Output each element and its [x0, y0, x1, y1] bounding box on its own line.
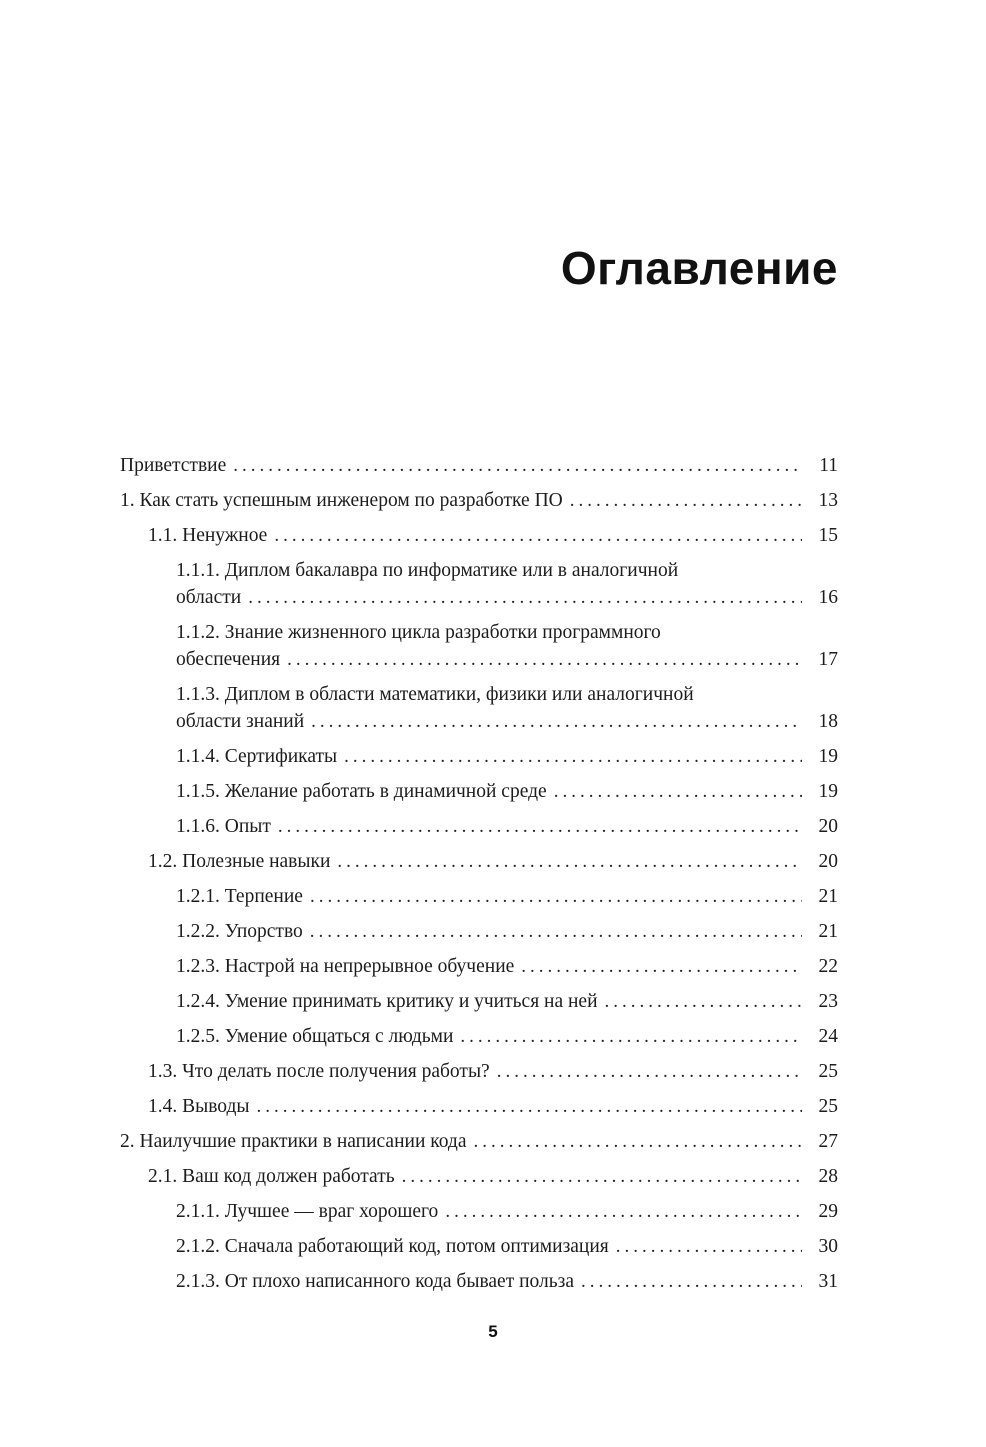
toc-entry-text: 1.2.4. Умение принимать критику и учиться на ней [176, 990, 598, 1012]
dot-leader [310, 918, 802, 945]
toc-entry-page: 27 [818, 1130, 838, 1152]
dot-leader [311, 708, 802, 735]
toc-entry [120, 452, 838, 479]
toc-entry [120, 1233, 838, 1260]
dot-leader [310, 883, 802, 910]
toc-entry-text: 1.1.5. Желание работать в динамичной среде [176, 780, 547, 802]
toc-entry [120, 848, 838, 875]
toc-entry [120, 1023, 838, 1050]
toc-entry-text: 1.1.1. Диплом бакалавра по информатике или в аналогичной [176, 559, 679, 581]
dot-leader [257, 1093, 802, 1120]
toc-entry-line [176, 918, 838, 945]
dot-leader [287, 646, 802, 673]
toc-entry-page: 24 [818, 1025, 838, 1047]
dot-leader [402, 1163, 802, 1190]
toc-entry-line [176, 619, 838, 646]
page-title: Оглавление [560, 242, 838, 294]
dot-leader [233, 452, 802, 479]
toc-entry-text: области [176, 586, 242, 608]
toc-entry [120, 883, 838, 910]
toc-entry-text: 1.1.6. Опыт [176, 815, 271, 837]
page-number: 5 [488, 1322, 498, 1341]
toc-entry-page: 25 [818, 1095, 838, 1117]
toc-entry-page: 28 [818, 1165, 838, 1187]
toc-entry-text: области знаний [176, 710, 305, 732]
dot-leader [616, 1233, 802, 1260]
toc-entry-page: 13 [818, 489, 838, 511]
toc-entry-page: 25 [818, 1060, 838, 1082]
toc-entry-line [176, 1198, 838, 1225]
toc-entry-text: 2.1. Ваш код должен работать [148, 1165, 395, 1187]
dot-leader [460, 1023, 802, 1050]
toc-entry-text: 1. Как стать успешным инженером по разработке ПО [120, 489, 563, 511]
toc-entry-page: 19 [818, 745, 838, 767]
toc-entry-text: 1.2.2. Упорство [176, 920, 303, 942]
toc-entry [120, 1093, 838, 1120]
toc-entry-page: 16 [818, 586, 838, 608]
dot-leader [278, 813, 802, 840]
dot-leader [554, 778, 802, 805]
toc-entry-line [176, 813, 838, 840]
dot-leader [344, 743, 802, 770]
toc-entry-text: 1.2.5. Умение общаться с людьми [176, 1025, 454, 1047]
toc-entry-text: 1.2.3. Настрой на непрерывное обучение [176, 955, 515, 977]
toc-entry-text: 1.1.4. Сертификаты [176, 745, 338, 767]
toc-entry-page: 23 [818, 990, 838, 1012]
toc-entry-text: 1.2. Полезные навыки [148, 850, 331, 872]
toc-entry-text: Приветствие [120, 454, 227, 476]
dot-leader [274, 522, 802, 549]
toc-entry-line [176, 988, 838, 1015]
toc-entry-line [148, 522, 838, 549]
toc-entry [120, 953, 838, 980]
toc-entry-page: 19 [818, 780, 838, 802]
toc-entry-line [176, 708, 838, 735]
toc-entry-line [120, 452, 838, 479]
toc-entry [120, 487, 838, 514]
dot-leader [521, 953, 802, 980]
toc-entry-text: 1.2.1. Терпение [176, 885, 303, 907]
toc-entry-line [176, 953, 838, 980]
toc-entry-line [176, 584, 838, 611]
toc-entry-page: 15 [818, 524, 838, 546]
toc-entry [120, 778, 838, 805]
toc-entry [120, 619, 838, 673]
toc-entry [120, 522, 838, 549]
toc-entry-line [176, 681, 838, 708]
dot-leader [445, 1198, 802, 1225]
toc-entry-line [120, 1128, 838, 1155]
toc-entry-text: 1.1. Ненужное [148, 524, 268, 546]
toc-entry [120, 1163, 838, 1190]
dot-leader [474, 1128, 802, 1155]
toc-entry-text: 1.1.3. Диплом в области математики, физики или аналогичной [176, 683, 694, 705]
toc-entry-line [176, 743, 838, 770]
toc-entry-page: 21 [818, 920, 838, 942]
toc-entry-page: 29 [818, 1200, 838, 1222]
dot-leader [248, 584, 802, 611]
toc-entry-line [148, 1163, 838, 1190]
toc-entry-text: 1.3. Что делать после получения работы? [148, 1060, 490, 1082]
toc-entry-text: 1.1.2. Знание жизненного цикла разработки программного [176, 621, 661, 643]
toc-entry-line [176, 557, 838, 584]
toc-entry-text: обеспечения [176, 648, 281, 670]
toc-entry-page: 11 [819, 454, 838, 476]
toc-entry-text: 2.1.2. Сначала работающий код, потом оптимизация [176, 1235, 609, 1257]
dot-leader [581, 1268, 802, 1295]
toc-entry-page: 31 [818, 1270, 838, 1292]
toc-entry-line [176, 1268, 838, 1295]
dot-leader [497, 1058, 802, 1085]
dot-leader [337, 848, 802, 875]
toc-entry-page: 30 [818, 1235, 838, 1257]
toc-entry-page: 21 [818, 885, 838, 907]
toc-entry [120, 743, 838, 770]
toc-entry-text: 2.1.3. От плохо написанного кода бывает польза [176, 1270, 575, 1292]
toc-entry [120, 681, 838, 735]
toc-entry [120, 1058, 838, 1085]
toc-entry-text: 2. Наилучшие практики в написании кода [120, 1130, 467, 1152]
toc-entry [120, 1128, 838, 1155]
toc-entry-line [176, 883, 838, 910]
toc-entry-line [148, 848, 838, 875]
toc-entry-line [148, 1058, 838, 1085]
toc-entry-page: 18 [818, 710, 838, 732]
toc-entry-line [176, 646, 838, 673]
toc-entry-line [120, 487, 838, 514]
toc-entry-line [176, 1023, 838, 1050]
toc-entry-line [148, 1093, 838, 1120]
toc-entry [120, 918, 838, 945]
toc-entry-page: 20 [818, 815, 838, 837]
toc-list [120, 452, 838, 1295]
toc-entry-page: 22 [818, 955, 838, 977]
toc-entry [120, 557, 838, 611]
dot-leader [605, 988, 802, 1015]
toc-entry-line [176, 778, 838, 805]
dot-leader [570, 487, 802, 514]
toc-entry [120, 988, 838, 1015]
toc-entry-line [176, 1233, 838, 1260]
toc-entry [120, 813, 838, 840]
toc-entry-text: 2.1.1. Лучшее — враг хорошего [176, 1200, 439, 1222]
toc-entry [120, 1268, 838, 1295]
toc-entry-text: 1.4. Выводы [148, 1095, 250, 1117]
toc-entry-page: 20 [818, 850, 838, 872]
toc-entry-page: 17 [818, 648, 838, 670]
toc-entry [120, 1198, 838, 1225]
